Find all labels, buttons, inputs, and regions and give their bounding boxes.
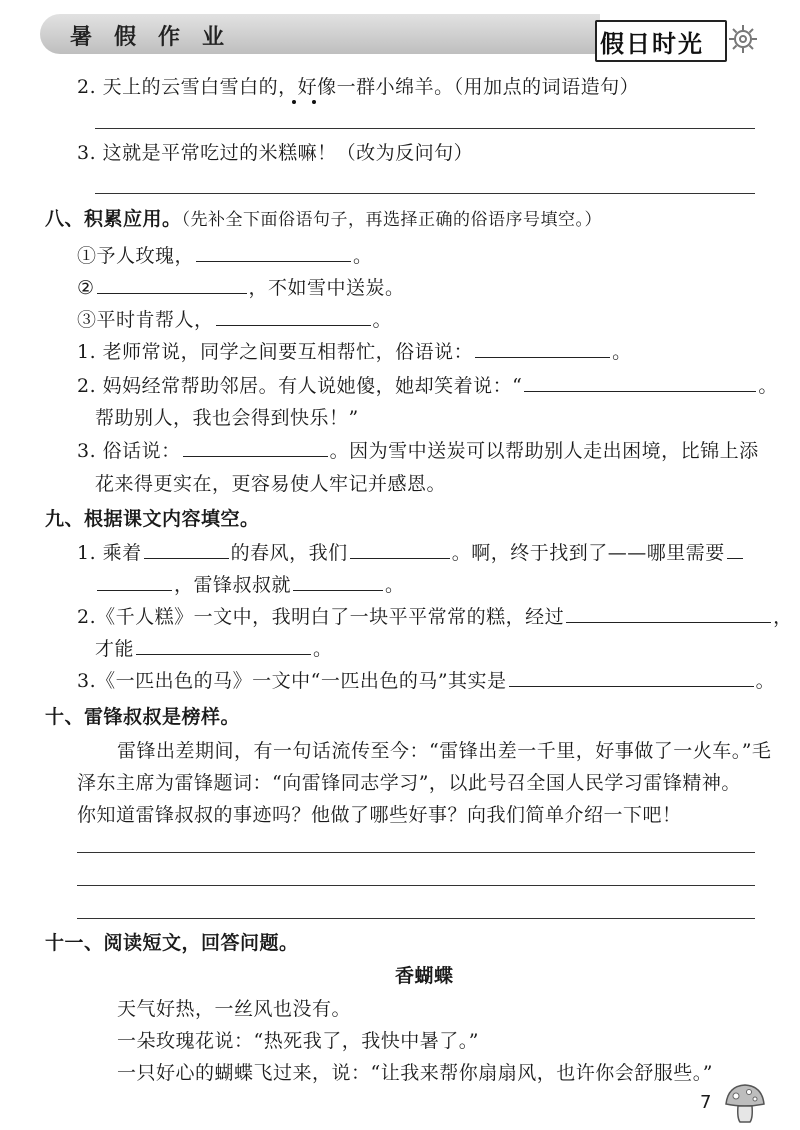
q1-part: 。 [385,574,405,596]
fill-blank[interactable] [566,621,771,623]
fill-blank[interactable] [97,589,172,591]
fill-blank[interactable] [727,557,743,559]
emphasis-dot [292,100,296,104]
sec9-q1 [77,540,745,566]
fill-blank[interactable] [136,653,311,655]
fill-blank[interactable] [524,390,756,392]
gear-icon [726,22,760,56]
q1-part: 。啊，终于找到了——哪里需要 [451,542,725,564]
sec8-q3 [77,438,759,464]
sec7-q2: 2. 天上的云雪白雪白的，好像一群小绵羊。（用加点的词语造句） [77,76,640,98]
answer-line[interactable] [77,852,755,853]
page-number: 7 [700,1092,712,1113]
sec8-q2-line2: 帮助别人，我也会得到快乐！” [95,407,359,429]
sec10-title: 十、雷锋叔叔是榜样。 [45,706,241,728]
q2-part: 才能 [95,638,135,660]
item1-end: 。 [353,245,373,267]
sec9-q1-line2 [95,572,405,598]
sec8-heading [45,206,602,233]
sec8-q3-line2: 花来得更实在，更容易使人牢记并感恩。 [95,473,447,495]
header-left-title: 暑假作业 [70,25,247,50]
sec8-item2 [77,275,405,301]
answer-line[interactable] [77,918,755,919]
sec9-q2 [77,604,793,630]
sec10-para-line2: 泽东主席为雷锋题词：“向雷锋同志学习”，以此号召全国人民学习雷锋精神。 [77,772,741,794]
header-right-title: 假日时光 [600,30,704,58]
q3-text-cont: 。因为雪中送炭可以帮助别人走出困境，比锦上添 [329,440,759,462]
fill-blank[interactable] [144,557,229,559]
sec8-q1 [77,339,632,365]
q1-part: 1. 乘着 [77,542,142,564]
q1-text: 1. 老师常说，同学之间要互相帮忙，俗语说： [77,341,474,363]
answer-line[interactable] [77,885,755,886]
sec7-q3: 3. 这就是平常吃过的米糕嘛！（改为反问句） [77,142,474,164]
q3-part: 3.《一匹出色的马》一文中“一匹出色的马”其实是 [77,670,507,692]
item2-text: ② [77,277,95,299]
item1-text: ①予人玫瑰， [77,245,195,267]
sec8-item3 [77,307,392,333]
sec8-item1 [77,243,373,269]
sec8-note: （先补全下面俗语句子，再选择正确的俗语序号填空。） [181,210,603,230]
sec10-para-line1: 雷锋出差期间，有一句话流传至今：“雷锋出差一千里，好事做了一火车。”毛 [117,740,772,762]
sec8-q2 [77,373,778,399]
sec9-title: 九、根据课文内容填空。 [45,508,260,530]
item3-end: 。 [372,309,393,331]
answer-line[interactable] [95,128,755,129]
sec8-title: 八、积累应用。 [45,208,182,230]
q2-part: 2.《千人糕》一文中，我明白了一块平平常常的糕，经过 [77,606,565,628]
fill-blank[interactable] [183,455,328,457]
fill-blank[interactable] [293,589,383,591]
story-line2: 一朵玫瑰花说：“热死我了，我快中暑了。” [117,1030,479,1052]
sec9-q2-line2 [95,636,333,662]
item3-text: ③平时肯帮人， [77,309,214,331]
q1-end: 。 [612,341,632,363]
fill-blank[interactable] [97,292,247,294]
fill-blank[interactable] [475,356,610,358]
story-title: 香蝴蝶 [395,965,454,987]
q2-part: ， [773,606,793,628]
sec11-title: 十一、阅读短文，回答问题。 [45,932,299,954]
emphasis-dot [312,100,316,104]
q2-part: 。 [313,638,333,660]
sec10-para-line3: 你知道雷锋叔叔的事迹吗？他做了哪些好事？向我们简单介绍一下吧！ [77,804,682,826]
item2-end: ，不如雪中送炭。 [248,277,405,299]
q1-part: ，雷锋叔叔就 [174,574,292,596]
fill-blank[interactable] [350,557,450,559]
story-line3: 一只好心的蝴蝶飞过来，说：“让我来帮你扇扇风，也许你会舒服些。” [117,1062,713,1084]
q1-part: 的春风，我们 [230,542,348,564]
q3-text: 3. 俗话说： [77,440,181,462]
q2-end: 。 [758,375,778,397]
story-line1: 天气好热，一丝风也没有。 [117,998,352,1020]
fill-blank[interactable] [196,260,351,262]
q3-part: 。 [755,670,776,692]
fill-blank[interactable] [216,324,371,326]
fill-blank[interactable] [509,685,754,687]
sec9-q3 [77,668,775,694]
mushroom-icon [722,1080,768,1126]
q2-text: 2. 妈妈经常帮助邻居。有人说她傻，她却笑着说：“ [77,375,523,397]
answer-line[interactable] [95,193,755,194]
